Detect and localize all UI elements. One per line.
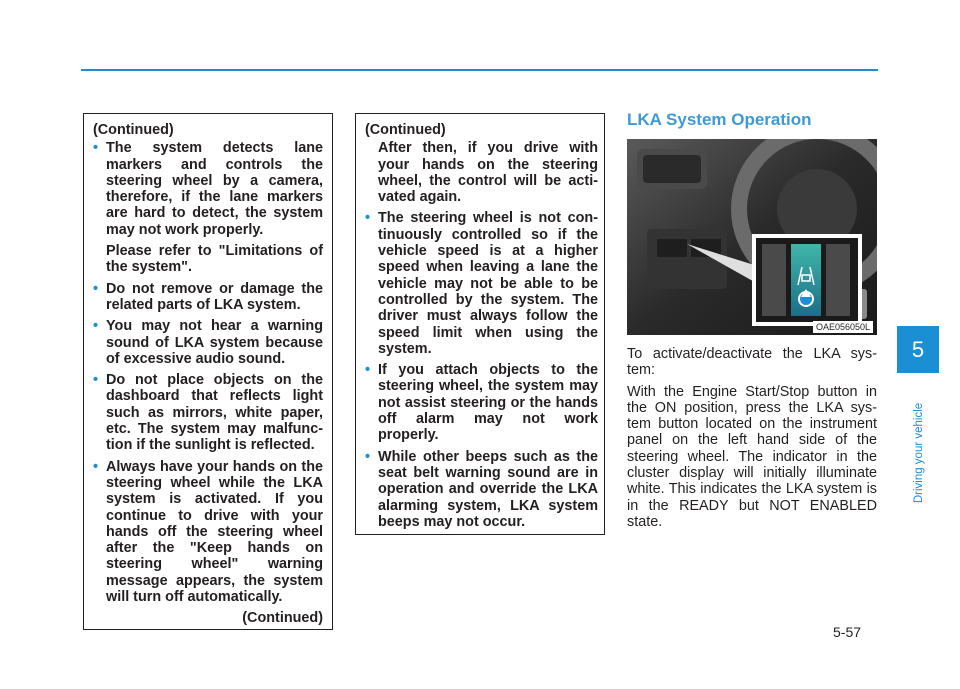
chapter-side-label	[909, 388, 929, 518]
list-item-text: Do not place objects on the dashboard that reflects light such as mirrors, white paper, etc. The system may malfunc-tion if the sunlight is reflected.	[106, 372, 323, 454]
bullet-icon: •	[365, 362, 371, 379]
caution-list-2	[365, 210, 598, 530]
paragraph: To activate/deactivate the LKA sys-tem:	[627, 346, 877, 379]
list-item-text: If you attach objects to the steering wheel, the system may not assist steering or the hands off alarm may not work properly.	[378, 362, 598, 444]
list-item-text: Always have your hands on the steering wheel while the LKA system is activated. If you continue to drive with your hands off the steering wheel after the "Keep hands on steering wheel" warning message appears, the system will turn off automatically.	[106, 458, 323, 606]
paragraph: With the Engine Start/Stop button in the ON position, press the LKA sys-tem button located on the instrument panel on the left hand side of the steering wheel. The indicator in the cluster display will initially illuminate white. This indicates the LKA system is in the READY but NOT ENABLED state.	[627, 383, 877, 530]
list-item	[93, 459, 323, 606]
list-item-text: You may not hear a warning sound of LKA system because of excessive audio sound.	[106, 318, 323, 367]
bullet-icon: •	[93, 318, 99, 335]
bullet-icon: •	[93, 458, 99, 475]
lka-button-photo	[627, 139, 877, 335]
continued-label-top: (Continued)	[365, 122, 446, 138]
bullet-icon: •	[365, 210, 371, 227]
list-item-text: Do not remove or damage the related parts of LKA system.	[106, 280, 323, 313]
bullet-icon: •	[93, 140, 99, 157]
page-number: 5-57	[833, 624, 862, 640]
chapter-label-text: Driving your vehicle	[913, 402, 926, 504]
continued-label-top: (Continued)	[93, 122, 174, 138]
list-item-text: While other beeps such as the seat belt warning sound are in operation and override the LKA alarming system, LKA system beeps may not occur.	[378, 448, 598, 530]
list-item	[93, 281, 323, 314]
bullet-icon: •	[93, 372, 99, 389]
continued-paragraph: After then, if you drive with your hands on the steering wheel, the control will be acti-vated again.	[378, 140, 598, 206]
list-item	[365, 210, 598, 357]
list-item-text: The steering wheel is not con-tinuously controlled so if the vehicle speed is at a higher speed when leaving a lane the vehicle may not be able to be controlled by the system. The driver must always follow the speed limit when using the system.	[378, 210, 598, 357]
list-item	[365, 449, 598, 530]
list-item-note	[93, 243, 323, 276]
caution-list-1	[93, 140, 323, 605]
caution-box-continued-1	[83, 113, 333, 630]
list-item	[365, 362, 598, 443]
dashboard-illustration	[627, 139, 877, 335]
list-item	[93, 372, 323, 453]
list-item-note-text: Please refer to "Limitations of the system".	[106, 243, 323, 276]
list-item	[93, 318, 323, 367]
caution-box-continued-2	[355, 113, 605, 535]
list-item	[93, 140, 323, 238]
section-title: LKA System Operation	[627, 110, 812, 129]
section-body	[627, 346, 877, 535]
chapter-tab	[897, 326, 939, 373]
image-code: OAE056050L	[813, 321, 873, 333]
chapter-number: 5	[911, 336, 925, 362]
bullet-icon: •	[365, 448, 371, 465]
bullet-icon: •	[93, 280, 99, 297]
list-item-text: The system detects lane markers and controls the steering wheel by a camera, therefore, if the lane markers are hard to detect, the system may not work properly.	[106, 140, 323, 238]
header-rule	[81, 69, 878, 71]
continued-label-bottom: (Continued)	[242, 610, 323, 627]
